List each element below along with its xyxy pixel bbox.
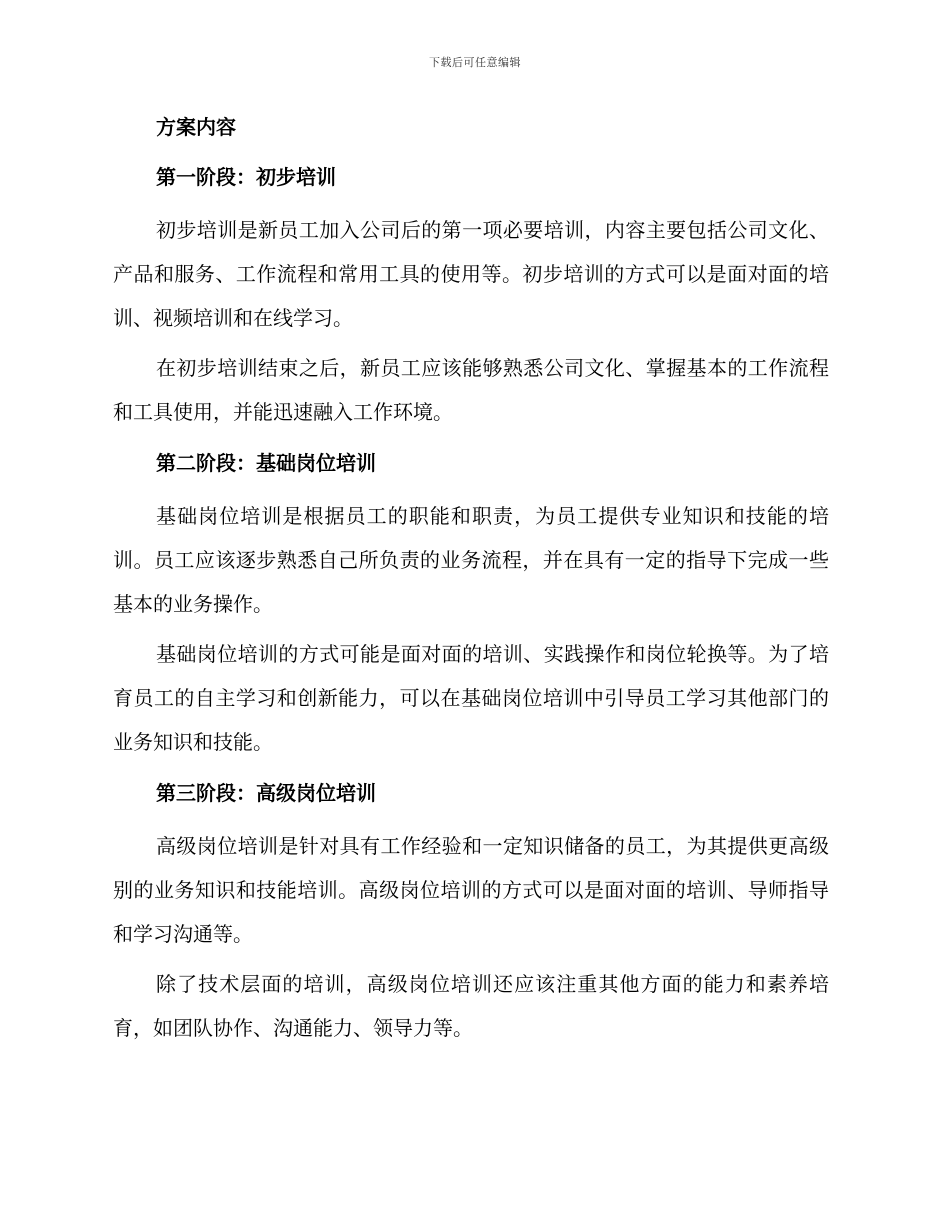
document-title: 方案内容 — [156, 115, 236, 139]
section-2-paragraph-1: 基础岗位培训是根据员工的职能和职责，为员工提供专业知识和技能的培训。员工应该逐步熟悉自己所负责的业务流程，并在具有一定的指导下完成一些基本的业务操作。 — [113, 504, 829, 616]
section-heading-2: 第二阶段：基础岗位培训 — [156, 451, 376, 475]
document-body — [113, 112, 829, 1064]
section-1-paragraph-1: 初步培训是新员工加入公司后的第一项必要培训，内容主要包括公司文化、产品和服务、工作流程和常用工具的使用等。初步培训的方式可以是面对面的培训、视频培训和在线学习。 — [113, 218, 829, 330]
page-header-note: 下载后可任意编辑 — [429, 56, 521, 69]
section-2-paragraph-2: 基础岗位培训的方式可能是面对面的培训、实践操作和岗位轮换等。为了培育员工的自主学习和创新能力，可以在基础岗位培训中引导员工学习其他部门的业务知识和技能。 — [113, 642, 829, 754]
section-3-paragraph-2: 除了技术层面的培训，高级岗位培训还应该注重其他方面的能力和素养培育，如团队协作、沟通能力、领导力等。 — [113, 972, 829, 1040]
section-3-paragraph-1: 高级岗位培训是针对具有工作经验和一定知识储备的员工，为其提供更高级别的业务知识和技能培训。高级岗位培训的方式可以是面对面的培训、导师指导和学习沟通等。 — [113, 834, 829, 946]
section-heading-1: 第一阶段：初步培训 — [156, 165, 336, 189]
section-1-paragraph-2: 在初步培训结束之后，新员工应该能够熟悉公司文化、掌握基本的工作流程和工具使用，并能迅速融入工作环境。 — [113, 356, 829, 424]
section-heading-3: 第三阶段：高级岗位培训 — [156, 781, 376, 805]
